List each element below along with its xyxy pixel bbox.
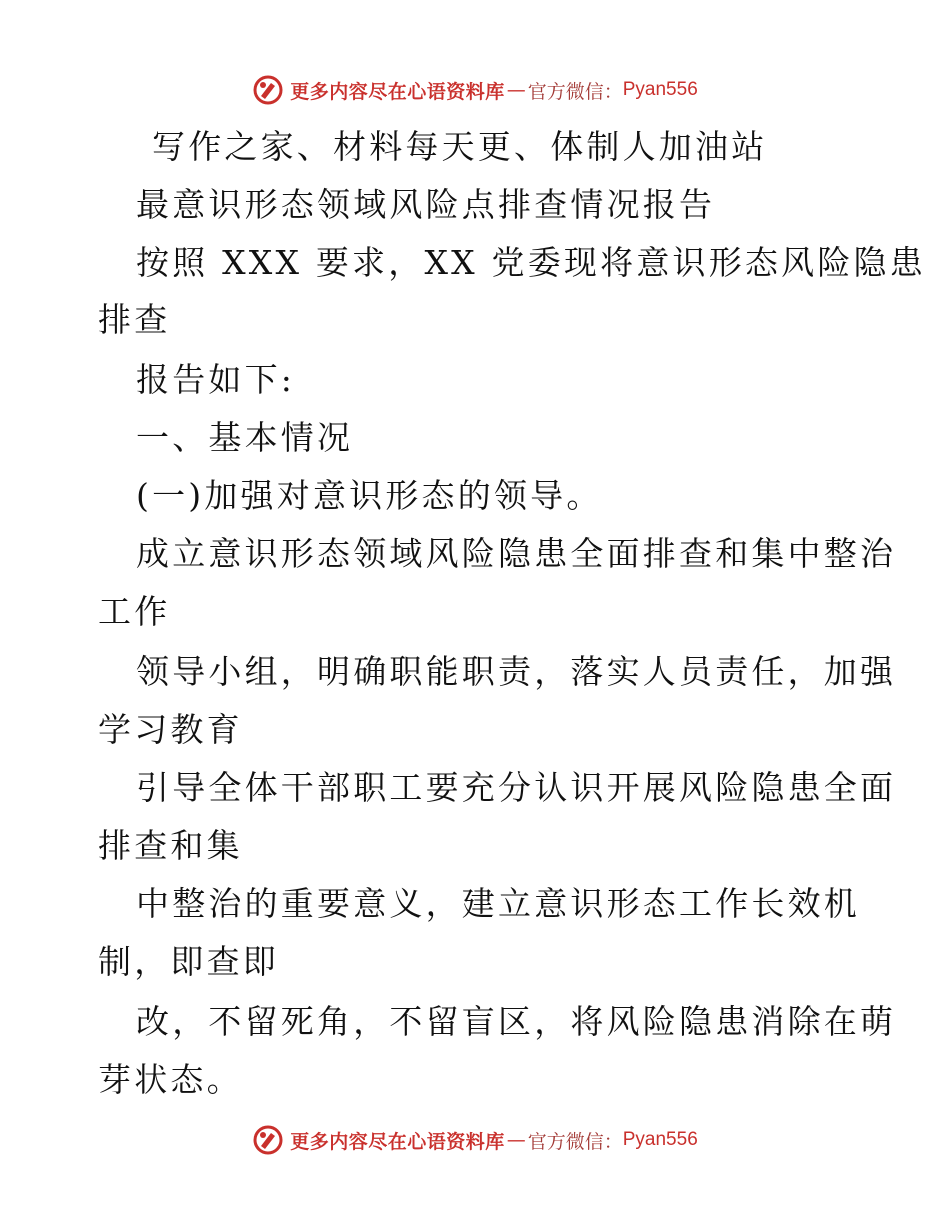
doc-title: 最意识形态领域风险点排查情况报告	[136, 185, 716, 224]
watermark-header	[0, 68, 950, 112]
watermark-wechat-id: Pyan556	[622, 79, 698, 100]
doc-line: 领导小组，明确职能职责，落实人员责任，加强	[136, 652, 897, 691]
doc-line: 成立意识形态领域风险隐患全面排查和集中整治	[136, 534, 897, 573]
doc-line: 学习教育	[98, 710, 243, 749]
doc-line: 工作	[98, 592, 171, 631]
doc-line: 引导全体干部职工要充分认识开展风险隐患全面	[136, 768, 897, 807]
doc-line: 芽状态。	[98, 1060, 243, 1099]
watermark-dash: —	[506, 1129, 526, 1151]
watermark-official-label: 官方微信：	[527, 80, 623, 103]
doc-line: 排查	[98, 300, 171, 339]
doc-line: 排查和集	[98, 826, 243, 865]
watermark-brand: 更多内容尽在心语资料库	[290, 1130, 505, 1153]
doc-heading: 一、基本情况	[136, 418, 354, 457]
watermark-wechat-id: Pyan556	[622, 1129, 698, 1150]
doc-line: 报告如下:	[136, 360, 296, 399]
watermark-brand: 更多内容尽在心语资料库	[290, 80, 505, 103]
doc-line: 中整治的重要意义，建立意识形态工作长效机	[136, 884, 860, 923]
doc-line: 改，不留死角，不留盲区，将风险隐患消除在萌	[136, 1002, 897, 1041]
brand-logo-icon	[252, 74, 284, 106]
watermark-official-label: 官方微信：	[527, 1130, 623, 1153]
watermark-dash: —	[506, 79, 526, 101]
doc-line: 制，即查即	[98, 942, 279, 981]
watermark-footer	[0, 1118, 950, 1162]
doc-line: 写作之家、材料每天更、体制人加油站	[152, 127, 768, 166]
doc-subheading: (一)加强对意识形态的领导。	[136, 476, 603, 515]
brand-logo-icon	[252, 1124, 284, 1156]
doc-line: 按照 XXX 要求，XX 党委现将意识形态风险隐患	[136, 243, 926, 282]
